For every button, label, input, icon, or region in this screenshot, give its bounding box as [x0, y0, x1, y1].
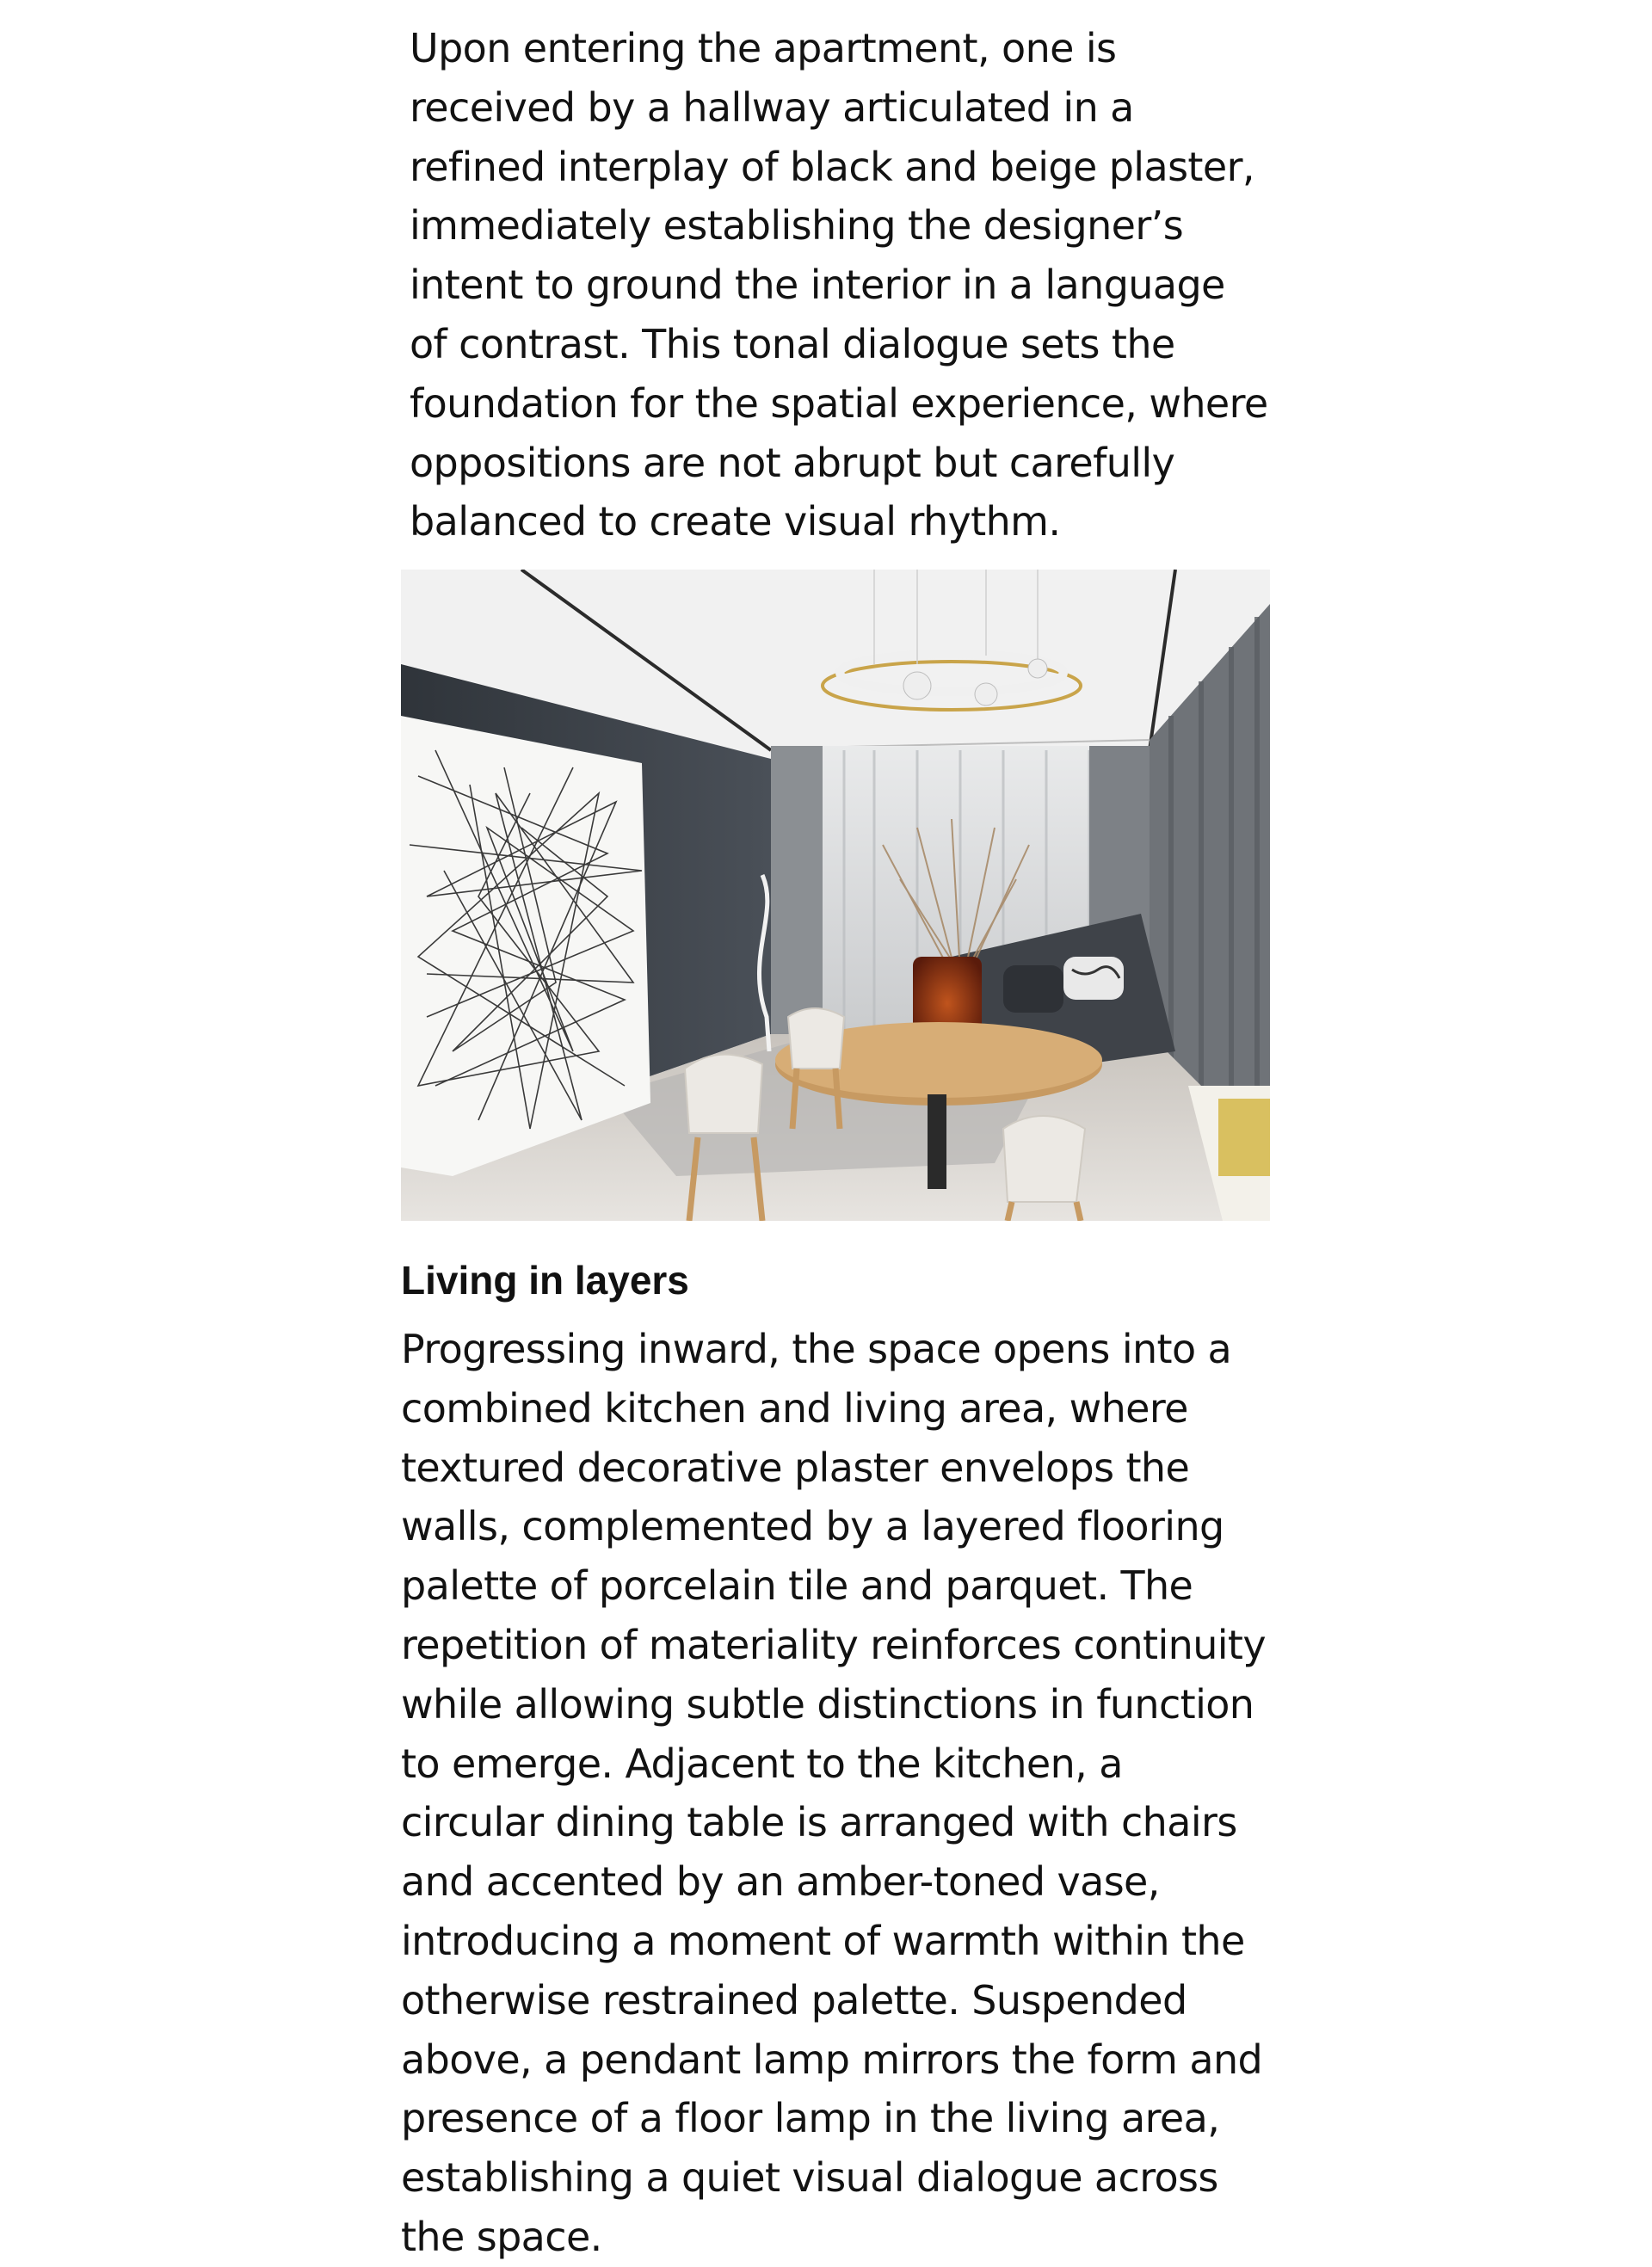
interior-photo: [401, 570, 1270, 1221]
section-paragraph: Progressing inward, the space opens into a combined kitchen and living area, where textured decorative plaster envelops the walls, complemented by a layered flooring palette of porcelain tile and parquet. The repetition of materiality reinforces continuity while allowing subtle distinctions in function to emerge. Adjacent to the kitchen, a circular dining table is arranged with chairs and accented by an amber-toned vase, introducing a moment of warmth within the otherwise restrained palette. Suspended above, a pendant lamp mirrors the form and presence of a floor lamp in the living area, establishing a quiet visual dialogue across the space.: [401, 1326, 1266, 2260]
section-heading: Living in layers: [401, 1258, 689, 1303]
intro-paragraph: Upon entering the apartment, one is received by a hallway articulated in a refined interplay of black and beige plaster, immediately establishing the designer’s intent to ground the interior in a language of contrast. This tonal dialogue sets the foundation for the spatial experience, where oppositions are not abrupt but carefully balanced to create visual rhythm.: [410, 25, 1268, 545]
interior-photo-illustration: [401, 570, 1270, 1221]
